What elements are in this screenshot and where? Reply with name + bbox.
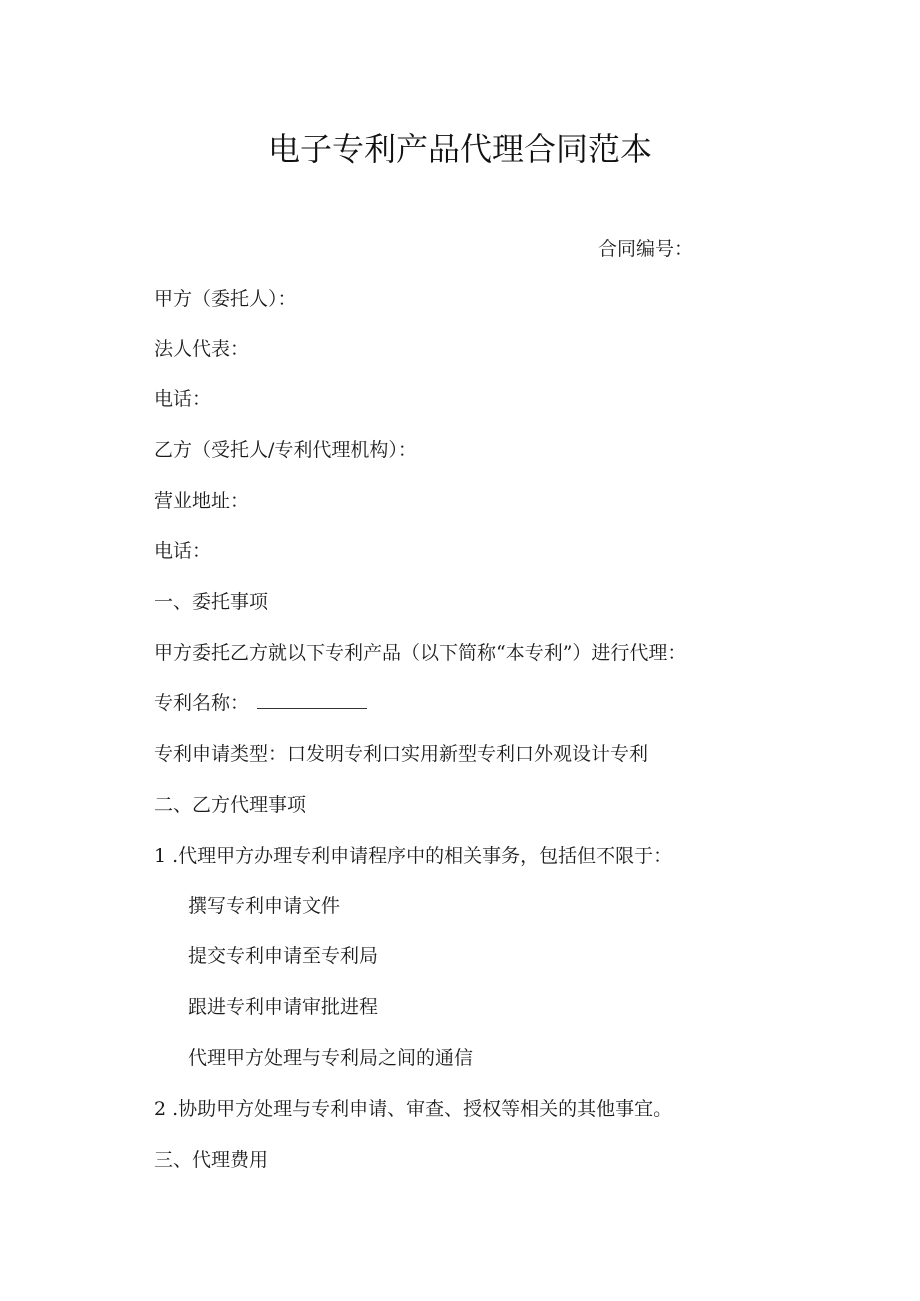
item-1: 1 .代理甲方办理专利申请程序中的相关事务，包括但不限于：: [154, 845, 673, 867]
business-address-label: 营业地址：: [154, 490, 250, 512]
section1-intro: 甲方委托乙方就以下专利产品（以下简称“本专利”）进行代理：: [154, 642, 687, 664]
phone-a-label: 电话：: [154, 388, 212, 410]
patent-type-line: 专利申请类型：口发明专利口实用新型专利口外观设计专利: [154, 743, 649, 765]
document-title: 电子专利产品代理合同范本: [267, 130, 652, 168]
section2-heading: 二、乙方代理事项: [154, 794, 307, 816]
sub-item-4: 代理甲方处理与专利局之间的通信: [188, 1047, 474, 1069]
sub-item-2: 提交专利申请至专利局: [188, 945, 379, 967]
contract-number-label: 合同编号：: [598, 238, 694, 260]
sub-item-1: 撰写专利申请文件: [188, 895, 341, 917]
patent-name-label: 专利名称：: [154, 692, 250, 714]
patent-name-blank: [257, 692, 367, 709]
patent-name-row: [154, 690, 367, 716]
phone-b-label: 电话：: [154, 540, 212, 562]
item-2: 2 .协助甲方处理与专利申请、审查、授权等相关的其他事宜。: [154, 1098, 673, 1120]
sub-item-3: 跟进专利申请审批进程: [188, 996, 379, 1018]
section1-heading: 一、委托事项: [154, 591, 269, 613]
legal-rep-label: 法人代表：: [154, 338, 250, 360]
section3-heading: 三、代理费用: [154, 1149, 269, 1171]
party-b-label: 乙方（受托人/专利代理机构）：: [154, 439, 417, 461]
party-a-label: 甲方（委托人）：: [154, 288, 297, 310]
